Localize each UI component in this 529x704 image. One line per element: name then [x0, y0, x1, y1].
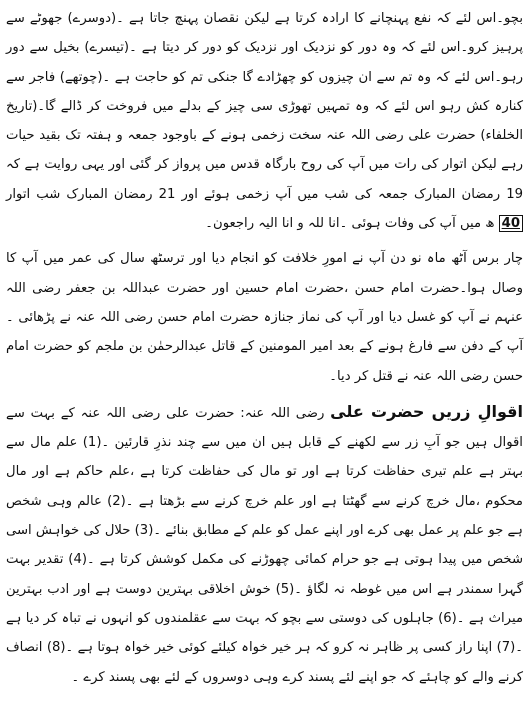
- paragraph-2: [6, 244, 523, 390]
- paragraph-1-text-b: ھ میں آپ کی وفات ہوئی ۔انا للہ و انا الیہ راجعون۔: [205, 216, 495, 232]
- section-heading: اقوالِ زریں حضرت علی: [330, 401, 523, 421]
- document-page: [6, 4, 523, 692]
- paragraph-1-text-a: بچو۔اس لئے کہ نفع پہنچانے کا ارادہ کرتا ہے لیکن نقصان پہنچ جاتا ہے ۔(دوسرے) جھوٹے سے پرہیز کرو۔اس لئے کہ وہ دور کو نزدیک اور نزدیک کو دور کر دیتا ہے ۔(تیسرے) بخیل سے دور رہو۔اس لئے کہ وہ تم سے ان چیزوں کو چھڑادے گا جنکی تم کو حاجت ہے ۔(چوتھے) فاجر سے کنارہ کش رہو اس لئے کہ وہ تمہیں تھوڑی سی چیز کے بدلے میں فروخت کر ڈالے گا۔(تاریخ الخلفاء) حضرت علی رضی اللہ عنہ سخت زخمی ہونے کے باوجود جمعہ و ہفتہ تک بقید حیات رہے لیکن اتوار کی رات میں آپ کی روح بارگاہ قدس میں پرواز کر گئی اور یہی روایت ہے کہ 19 رمضان المبارک جمعہ کی شب میں آپ زخمی ہوئے اور 21 رمضان المبارک شب اتوار: [6, 11, 523, 202]
- paragraph-1: [6, 4, 523, 238]
- paragraph-3-text: رضی اللہ عنہ: حضرت علی رضی اللہ عنہ کے بہت سے اقوال ہیں جو آبِ زر سے لکھنے کے قابل ہیں ان میں سے چند نذرِ قارئین ۔(1) علم مال سے بہتر ہے علم تیری حفاظت کرتا ہے اور تو مال کی حفاظت کرتا ہے ،علم حاکم ہے اور مال محکوم ،مال خرچ کرنے سے گھٹتا ہے اور علم خرچ کرنے سے بڑھتا ہے ۔(2) عالم وہی شخص ہے جو علم پر عمل بھی کرے اور اپنے عمل کو علم کے مطابق بنائے ۔(3) حلال کی خواہش اسی شخص میں پیدا ہوتی ہے جو حرام کمائی چھوڑنے کی مکمل کوشش کرتا ہے ۔(4) تقدیر بہت گہرا سمندر ہے اس میں غوطہ نہ لگاؤ ۔(5) خوش اخلاقی بہترین دوست ہے اور ادب بہترین میراث ہے ۔(6) جاہلوں کی دوستی سے بچو کہ بہت سے عقلمندوں کو انہوں نے تباہ کر دیا ہے ۔(7) اپنا راز کسی پر ظاہر نہ کرو کہ ہر خیر خواہ کیلئے کوئی خیر خواہ ہوتا ہے ۔(8) انصاف کرنے والے کو چاہئے کہ جو اپنے لئے پسند کرے وہی دوسروں کے لئے بھی پسند کرے ۔: [6, 405, 524, 685]
- paragraph-3: [6, 397, 523, 692]
- year-40-boxed: 40: [499, 215, 523, 232]
- paragraph-2-text: چار برس آٹھ ماہ نو دن آپ نے امورِ خلافت کو انجام دیا اور ترسٹھ سال کی عمر میں آپ کا وصال ہوا۔حضرت امام حسن ،حضرت امام حسین اور حضرت عبداللہ بن جعفر رضی اللہ عنہم نے آپ کو غسل دیا اور آپ کی نماز جنازہ حضرت امام حسن رضی اللہ عنہ نے پڑھائی ۔آپ کے دفن سے فارغ ہونے کے بعد امیر المومنین کے قاتل عبدالرحمٰن بن ملجم کو حضرت امام حسن رضی اللہ عنہ نے قتل کر دیا۔: [6, 251, 523, 384]
